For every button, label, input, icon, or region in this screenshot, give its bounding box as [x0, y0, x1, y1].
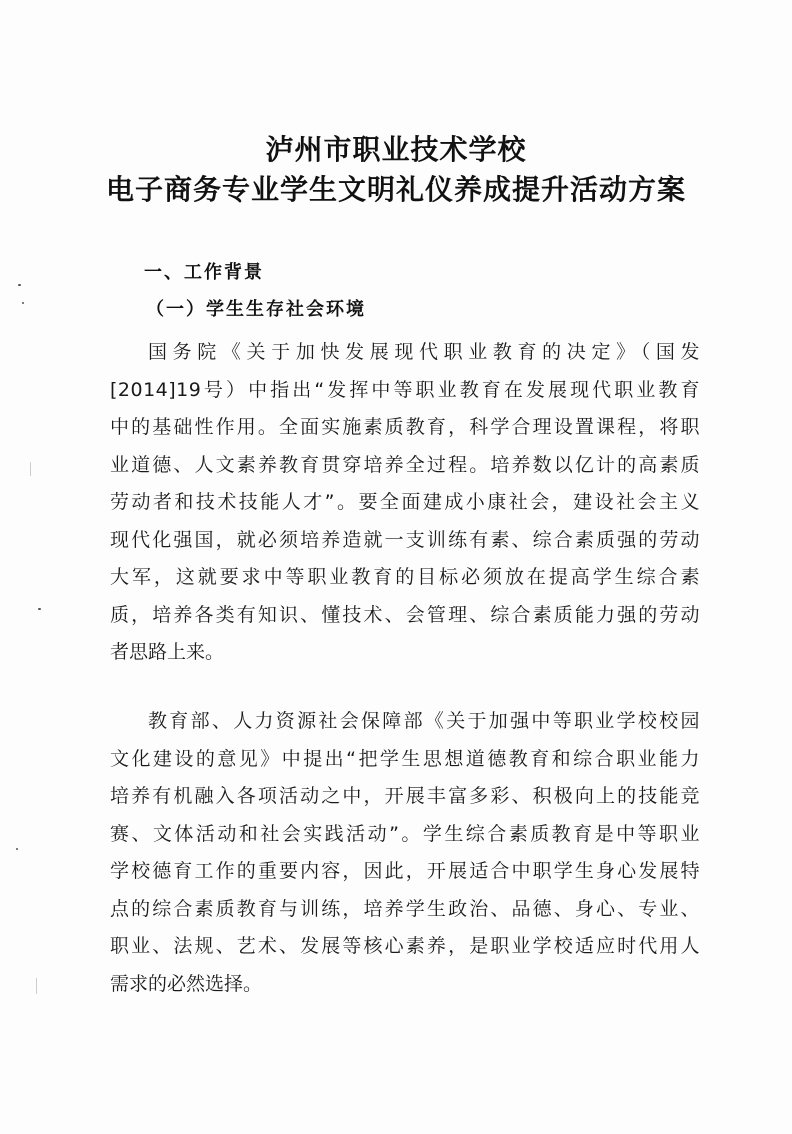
paragraph-line: 大军，这就要求中等职业教育的目标必须放在提高学生综合素 — [110, 566, 700, 588]
scan-mark — [30, 462, 31, 476]
paragraph-1 — [110, 334, 700, 672]
scan-mark — [18, 284, 21, 286]
document-title-line-2: 电子商务专业学生文明礼仪养成提升活动方案 — [105, 173, 686, 206]
paragraph-line: 点的综合素质教育与训练，培养学生政治、品德、身心、专业、 — [110, 897, 700, 920]
paragraph-line: 现代化强国，就必须培养造就一支训练有素、综合素质强的劳动 — [110, 528, 700, 551]
section-heading: 一、工作背景 — [144, 262, 264, 283]
scan-mark — [38, 608, 41, 610]
paragraph-line: 职业、法规、艺术、发展等核心素养，是职业学校适应时代用人 — [110, 935, 700, 957]
paragraph-line: 者思路上来。 — [110, 641, 225, 663]
subsection-heading: （一）学生生存社会环境 — [146, 299, 366, 320]
paragraph-line: 质，培养各类有知识、懂技术、会管理、综合素质能力强的劳动 — [110, 603, 700, 626]
paragraph-2 — [110, 703, 700, 1003]
paragraph-line: [2014]19号）中指出“发挥中等职业教育在发展现代职业教育 — [110, 378, 700, 401]
paragraph-line: 中的基础性作用。全面实施素质教育，科学合理设置课程，将职 — [110, 416, 700, 438]
paragraph-line: 教育部、人力资源社会保障部《关于加强中等职业学校校园 — [148, 710, 700, 732]
paragraph-line: 赛、文体活动和社会实践活动”。学生综合素质教育是中等职业 — [110, 822, 700, 845]
paragraph-line: 学校德育工作的重要内容，因此，开展适合中职学生身心发展特 — [110, 860, 700, 882]
paragraph-line: 文化建设的意见》中提出“把学生思想道德教育和综合职业能力 — [110, 747, 700, 770]
paragraph-line: 国务院《关于加快发展现代职业教育的决定》（国发 — [148, 341, 700, 363]
paragraph-line: 需求的必然选择。 — [110, 972, 263, 995]
paragraph-line: 培养有机融入各项活动之中，开展丰富多彩、积极向上的技能竞 — [110, 785, 700, 807]
document-title-line-1: 泸州市职业技术学校 — [265, 133, 527, 166]
scan-mark — [36, 978, 37, 994]
scan-mark — [16, 848, 18, 850]
paragraph-line: 劳动者和技术技能人才”。要全面建成小康社会，建设社会主义 — [110, 491, 700, 513]
scan-mark — [22, 302, 24, 304]
paragraph-line: 业道德、人文素养教育贯穿培养全过程。培养数以亿计的高素质 — [110, 453, 700, 476]
